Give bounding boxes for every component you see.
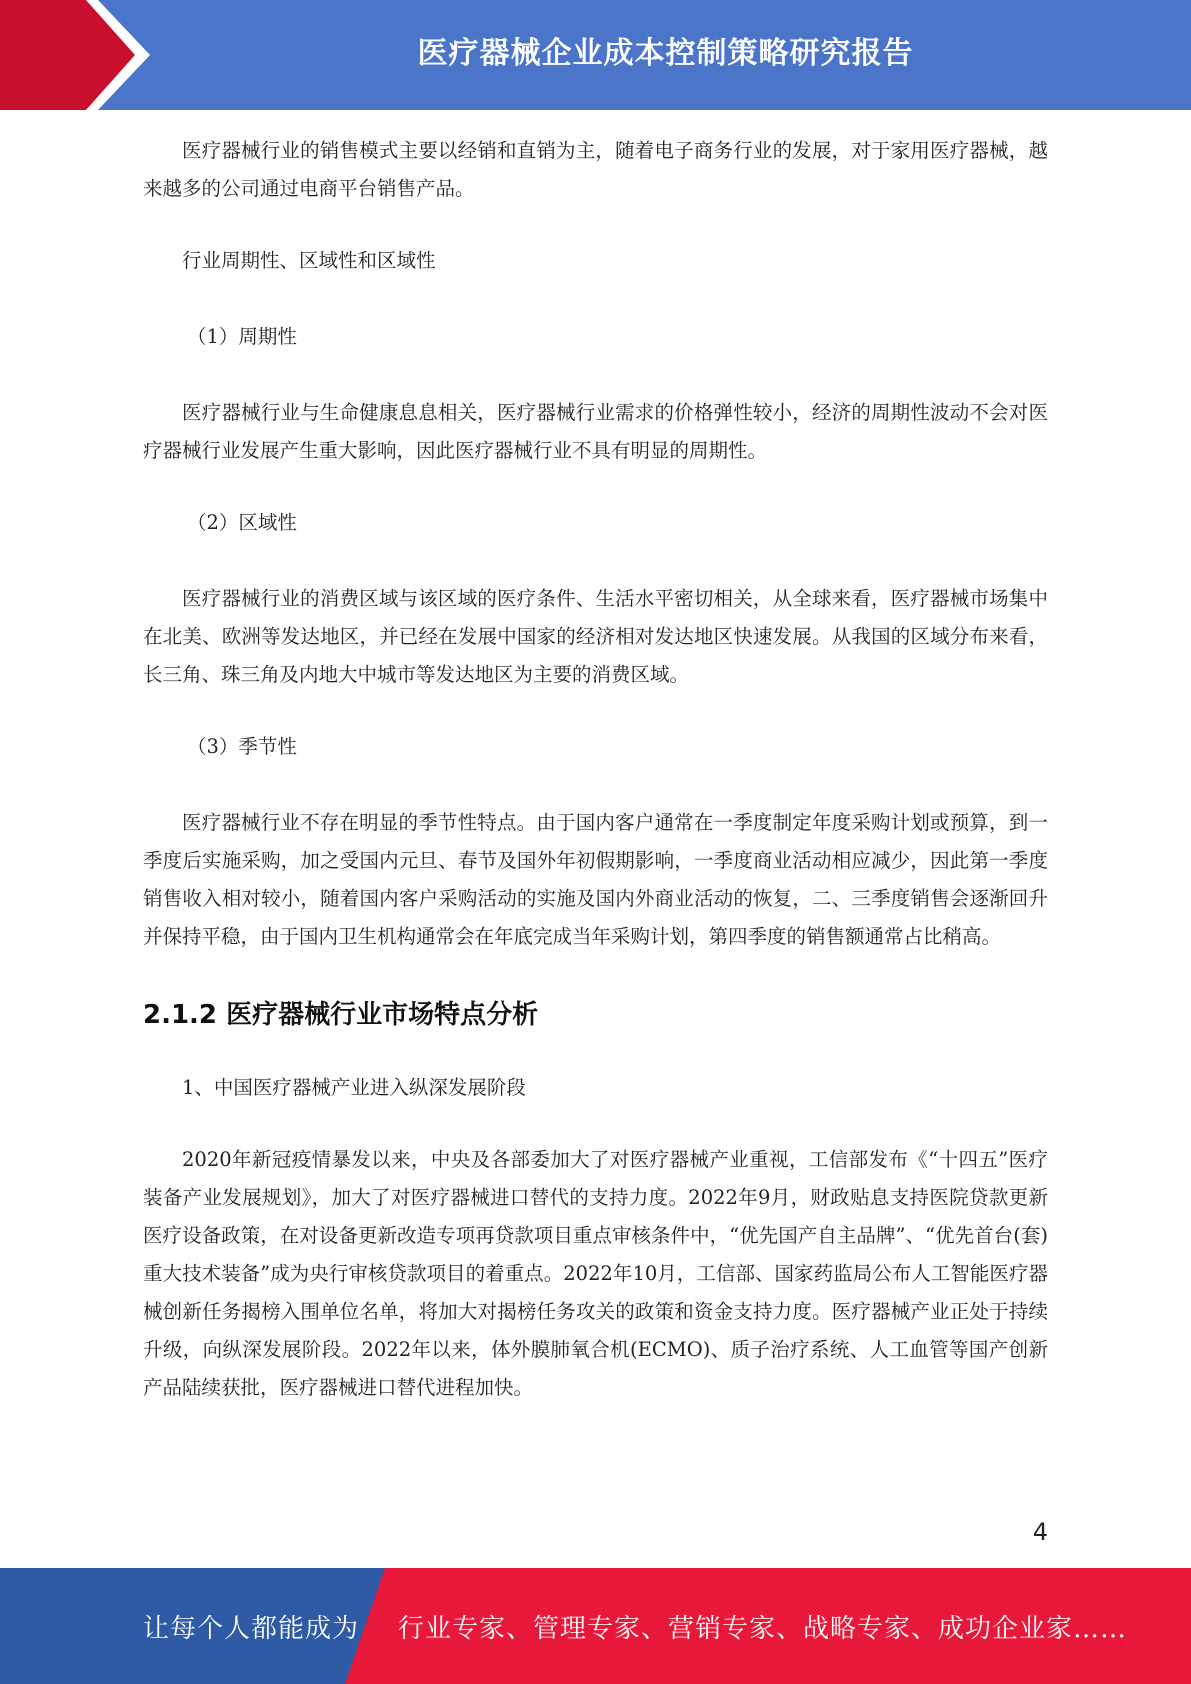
paragraph-sales-mode: 医疗器械行业的销售模式主要以经销和直销为主，随着电子商务行业的发展，对于家用医疗器械，越来越多的公司通过电商平台销售产品。 <box>143 139 1048 200</box>
item-development-stage: 1、中国医疗器械产业进入纵深发展阶段 <box>182 1076 526 1099</box>
paragraph-regionality: 医疗器械行业的消费区域与该区域的医疗条件、生活水平密切相关，从全球来看，医疗器械市场集中在北美、欧洲等发达地区，并已经在发展中国家的经济相对发达地区快速发展。从我国的区域分布来看，长三角、珠三角及内地大中城市等发达地区为主要的消费区域。 <box>143 587 1048 686</box>
page-content <box>143 132 1048 1407</box>
section-heading: 2.1.2 医疗器械行业市场特点分析 <box>143 1000 539 1030</box>
subheading-seasonality: （3）季节性 <box>187 735 297 758</box>
item-industry-characteristics: 行业周期性、区域性和区域性 <box>182 249 436 272</box>
paragraph-development-stage: 2020年新冠疫情暴发以来，中央及各部委加大了对医疗器械产业重视，工信部发布《“十四五”医疗装备产业发展规划》，加大了对医疗器械进口替代的支持力度。2022年9月，财政贴息支持医院贷款更新医疗设备政策，在对设备更新改造专项再贷款项目重点审核条件中，“优先国产自主品牌”、“优先首台(套)重大技术装备”成为央行审核贷款项目的着重点。2022年10月，工信部、国家药监局公布人工智能医疗器械创新任务揭榜入围单位名单，将加大对揭榜任务攻关的政策和资金支持力度。医疗器械产业正处于持续升级，向纵深发展阶段。2022年以来，体外膜肺氧合机(ECMO)、质子治疗系统、人工血管等国产创新产品陆续获批，医疗器械进口替代进程加快。 <box>143 1148 1048 1399</box>
paragraph-cyclicality: 医疗器械行业与生命健康息息相关，医疗器械行业需求的价格弹性较小，经济的周期性波动不会对医疗器械行业发展产生重大影响，因此医疗器械行业不具有明显的周期性。 <box>143 401 1048 462</box>
page-header <box>0 0 1191 110</box>
paragraph-seasonality: 医疗器械行业不存在明显的季节性特点。由于国内客户通常在一季度制定年度采购计划或预算，到一季度后实施采购，加之受国内元旦、春节及国外年初假期影响，一季度商业活动相应减少，因此第一季度销售收入相对较小，随着国内客户采购活动的实施及国内外商业活动的恢复，二、三季度销售会逐渐回升并保持平稳，由于国内卫生机构通常会在年底完成当年采购计划，第四季度的销售额通常占比稍高。 <box>143 811 1048 948</box>
footer-slogan-right: 行业专家、管理专家、营销专家、战略专家、成功企业家…… <box>398 1613 1128 1644</box>
subheading-cyclicality: （1）周期性 <box>187 325 297 348</box>
subheading-regionality: （2）区域性 <box>187 511 297 534</box>
footer-slogan-left: 让每个人都能成为 <box>143 1613 360 1644</box>
page-footer <box>0 1568 1191 1684</box>
page-number: 4 <box>1032 1518 1048 1546</box>
document-title: 医疗器械企业成本控制策略研究报告 <box>417 36 914 71</box>
